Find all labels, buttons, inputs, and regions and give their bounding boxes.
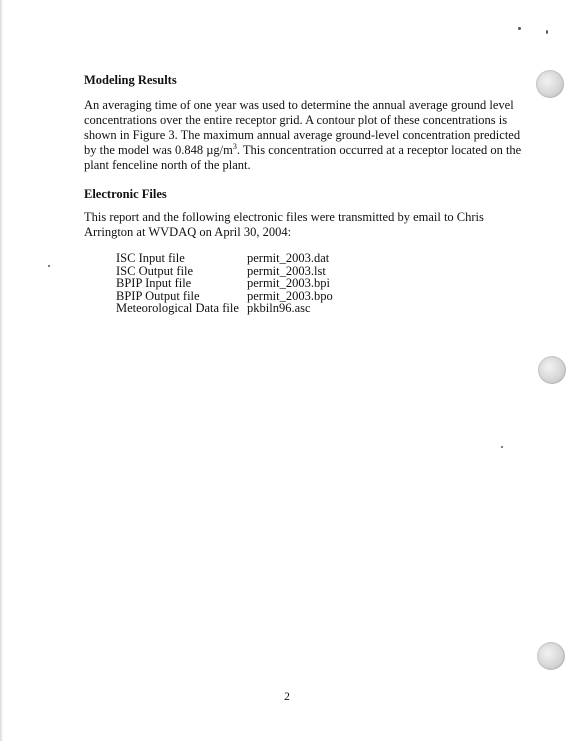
- superscript-3: 3: [232, 141, 237, 151]
- file-label: ISC Input file: [116, 251, 185, 265]
- file-name: permit_2003.lst: [247, 263, 326, 278]
- modeling-text-part1: An averaging time of one year was used to determine the annual average ground level concentrations over the entire receptor grid. A contour plot of these concentrations is shown in Figure 3. The maximum annual average ground-level concentration predicted by the model was 0.848 µg/m: [84, 98, 521, 157]
- file-row: [116, 302, 333, 315]
- scan-edge-shadow: [0, 0, 3, 741]
- punch-hole-middle: [538, 356, 566, 384]
- scan-speck: [48, 265, 50, 267]
- electronic-files-heading: Electronic Files: [84, 187, 167, 201]
- file-label: Meteorological Data file: [116, 301, 239, 315]
- file-label: BPIP Input file: [116, 276, 192, 290]
- file-row: [116, 277, 333, 290]
- file-list: [116, 252, 333, 315]
- scan-speck: [501, 446, 503, 448]
- modeling-results-paragraph: [84, 98, 524, 173]
- file-name: pkbiln96.asc: [247, 301, 311, 315]
- file-name: permit_2003.dat: [247, 251, 330, 265]
- file-row: [116, 252, 333, 265]
- file-label: BPIP Output file: [116, 288, 200, 303]
- scan-speck: [546, 30, 548, 34]
- modeling-text-part2: . This concentration occurred at a receptor located on the plant fenceline north of the plant.: [84, 143, 522, 172]
- modeling-results-heading: Modeling Results: [84, 73, 177, 87]
- file-name: permit_2003.bpo: [247, 288, 333, 303]
- punch-hole-top: [536, 70, 564, 98]
- punch-hole-bottom: [537, 642, 565, 670]
- file-name: permit_2003.bpi: [247, 276, 330, 290]
- page-number: 2: [284, 691, 290, 703]
- electronic-files-intro: This report and the following electronic files were transmitted by email to Chris Arrington at WVDAQ on April 30, 2004:: [84, 210, 484, 239]
- scan-speck: [518, 27, 521, 30]
- file-label: ISC Output file: [116, 263, 194, 278]
